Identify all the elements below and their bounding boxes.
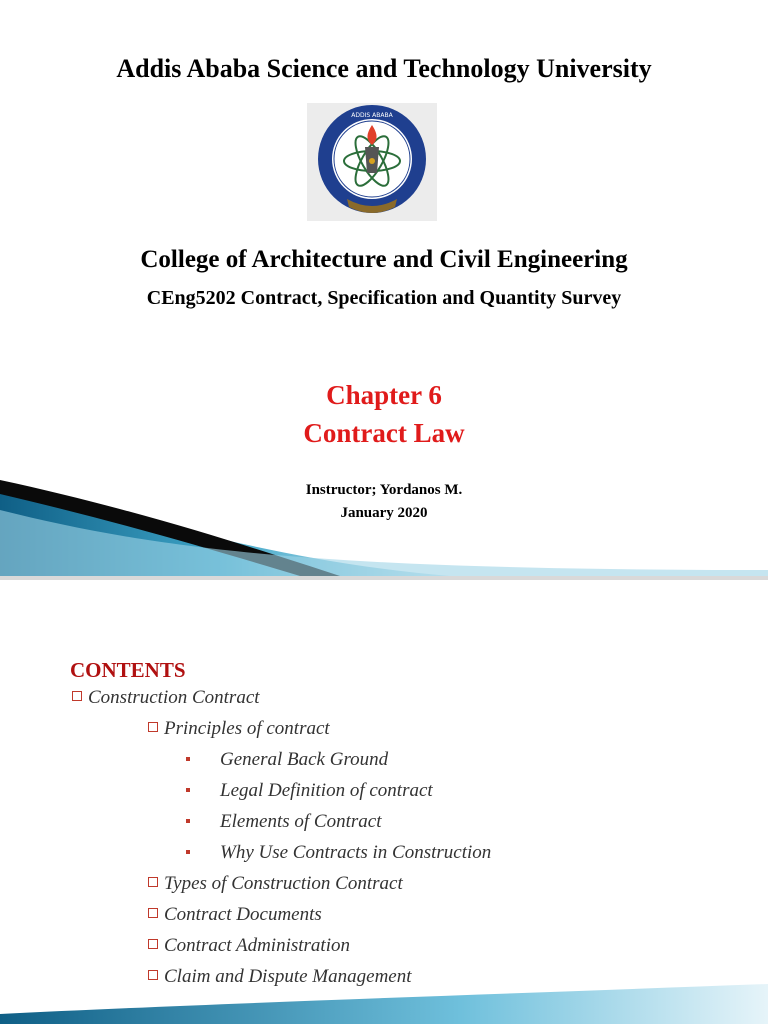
university-name: Addis Ababa Science and Technology University: [116, 54, 652, 83]
chapter-title: Contract Law: [303, 418, 465, 448]
list-item: Principles of contract: [148, 718, 330, 740]
list-item: Why Use Contracts in Construction: [186, 842, 491, 864]
contents-slide: [0, 580, 768, 1024]
svg-text:ADDIS ABABA: ADDIS ABABA: [351, 112, 393, 119]
square-bullet-icon: [148, 970, 158, 980]
dot-bullet-icon: [186, 757, 190, 761]
list-item: Construction Contract: [72, 687, 260, 709]
list-item: General Back Ground: [186, 749, 388, 771]
square-bullet-icon: [148, 908, 158, 918]
dot-bullet-icon: [186, 850, 190, 854]
instructor-name: Instructor; Yordanos M.: [305, 482, 463, 498]
college-name: College of Architecture and Civil Engineering: [140, 246, 628, 273]
list-item: Contract Documents: [148, 904, 322, 926]
university-seal-icon: [307, 103, 437, 221]
square-bullet-icon: [148, 722, 158, 732]
course-title: CEng5202 Contract, Specification and Quantity Survey: [146, 287, 622, 309]
dot-bullet-icon: [186, 819, 190, 823]
square-bullet-icon: [148, 877, 158, 887]
list-item: Elements of Contract: [186, 811, 381, 833]
presentation-date: January 2020: [340, 505, 428, 521]
contents-heading: CONTENTS: [70, 658, 186, 682]
list-item: Legal Definition of contract: [186, 780, 433, 802]
chapter-number: Chapter 6: [326, 380, 442, 410]
dot-bullet-icon: [186, 788, 190, 792]
list-item: Contract Administration: [148, 935, 350, 957]
decorative-swoosh-bottom: [0, 984, 768, 1024]
square-bullet-icon: [148, 939, 158, 949]
list-item: Claim and Dispute Management: [148, 966, 412, 988]
decorative-swoosh: [0, 470, 768, 576]
list-item: Types of Construction Contract: [148, 873, 403, 895]
square-bullet-icon: [72, 691, 82, 701]
